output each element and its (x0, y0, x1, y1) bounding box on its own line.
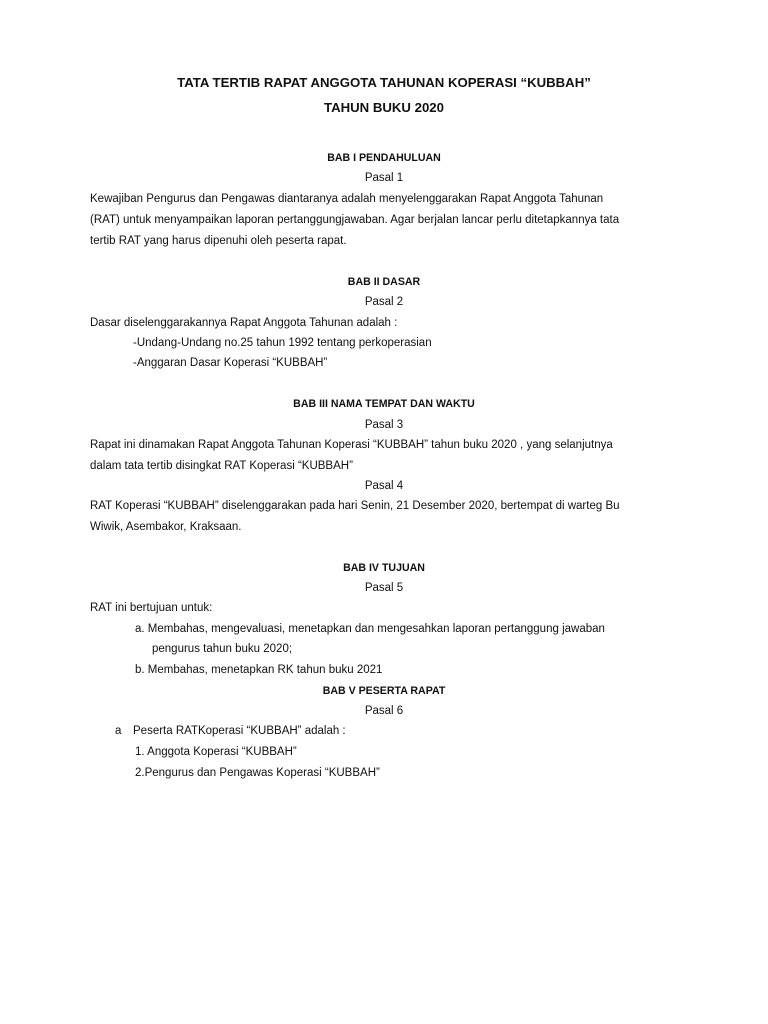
bab5-sub-item: 2.Pengurus dan Pengawas Koperasi “KUBBAH” (135, 767, 380, 779)
bab5-list-item: Peserta RATKoperasi “KUBBAH” adalah : (133, 725, 346, 737)
pasal-3-label: Pasal 3 (364, 419, 404, 431)
pasal-2-label: Pasal 2 (364, 296, 404, 308)
bab3-paragraph-line: Rapat ini dinamakan Rapat Anggota Tahunan Koperasi “KUBBAH” tahun buku 2020 , yang selanjutnya (90, 439, 613, 451)
bab1-heading: BAB I PENDAHULUAN (327, 152, 441, 164)
bab1-paragraph-line: Kewajiban Pengurus dan Pengawas diantaranya adalah menyelenggarakan Rapat Anggota Tahunan (90, 193, 604, 205)
pasal-5-label: Pasal 5 (364, 582, 404, 594)
bab4-list-item: b. Membahas, menetapkan RK tahun buku 2021 (135, 664, 383, 676)
bab4-list-item-continuation: pengurus tahun buku 2020; (152, 643, 293, 655)
pasal-4-label: Pasal 4 (364, 480, 404, 492)
document-title: TATA TERTIB RAPAT ANGGOTA TAHUNAN KOPERASI “KUBBAH” (177, 75, 591, 90)
bab2-intro: Dasar diselenggarakannya Rapat Anggota Tahunan adalah : (90, 317, 398, 329)
bab5-list-marker: a (115, 725, 122, 737)
bab3-paragraph-line: Wiwik, Asembakor, Kraksaan. (90, 521, 242, 533)
bab4-heading: BAB IV TUJUAN (343, 562, 425, 574)
bab2-list-item: -Undang-Undang no.25 tahun 1992 tentang perkoperasian (133, 337, 432, 349)
bab4-list-item: a. Membahas, mengevaluasi, menetapkan dan mengesahkan laporan pertanggung jawaban (135, 623, 605, 635)
bab2-list-item: -Anggaran Dasar Koperasi “KUBBAH” (133, 357, 328, 369)
bab1-paragraph-line: (RAT) untuk menyampaikan laporan pertanggungjawaban. Agar berjalan lancar perlu ditetapkannya tata (90, 214, 620, 226)
bab5-heading: BAB V PESERTA RAPAT (322, 685, 446, 697)
bab3-paragraph-line: RAT Koperasi “KUBBAH” diselenggarakan pada hari Senin, 21 Desember 2020, bertempat di warteg Bu (90, 500, 620, 512)
bab1-paragraph-line: tertib RAT yang harus dipenuhi oleh peserta rapat. (90, 235, 347, 247)
pasal-1-label: Pasal 1 (364, 172, 404, 184)
bab3-heading: BAB III NAMA TEMPAT DAN WAKTU (293, 398, 475, 410)
bab3-paragraph-line: dalam tata tertib disingkat RAT Koperasi “KUBBAH” (90, 460, 353, 472)
bab5-sub-item: 1. Anggota Koperasi “KUBBAH” (135, 746, 297, 758)
document-subtitle: TAHUN BUKU 2020 (324, 100, 444, 115)
pasal-6-label: Pasal 6 (364, 705, 404, 717)
bab2-heading: BAB II DASAR (347, 276, 421, 288)
bab4-intro: RAT ini bertujuan untuk: (90, 602, 213, 614)
